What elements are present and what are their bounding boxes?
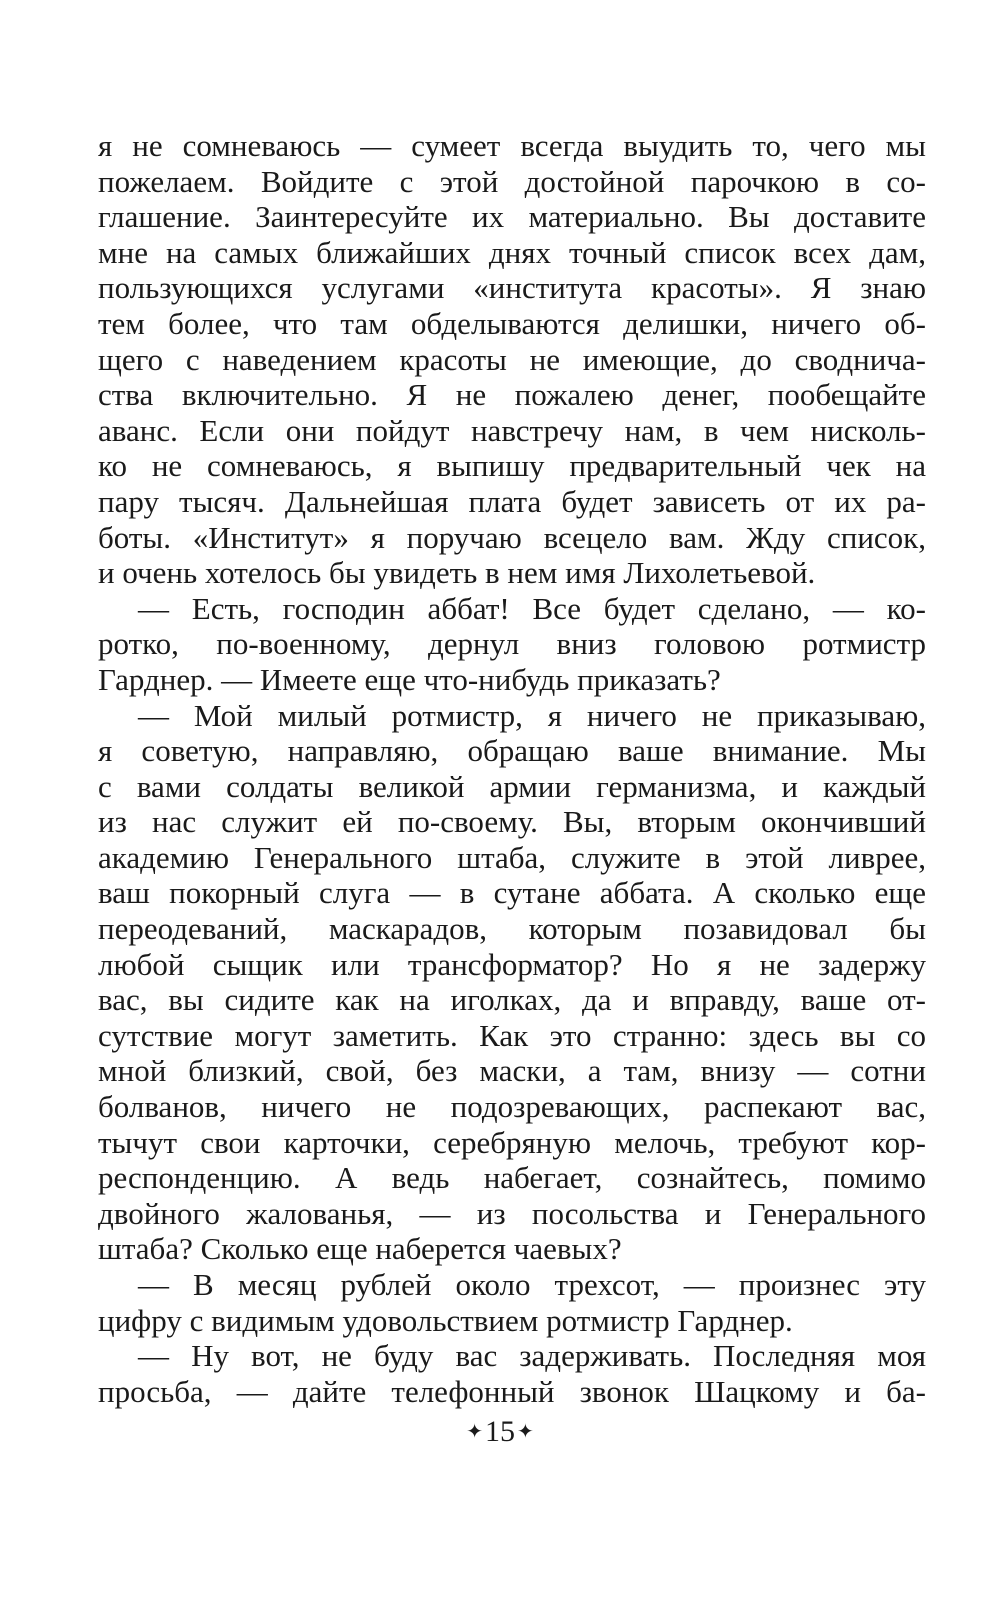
text-line: и очень хотелось бы увидеть в нем имя Лихолетьевой. xyxy=(98,555,816,591)
text-line: штаба? Сколько еще наберется чаевых? xyxy=(98,1231,622,1267)
text-line: ства включительно. Я не пожалею денег, пообещайте xyxy=(98,377,926,413)
text-line: я советую, направляю, обращаю ваше внимание. Мы xyxy=(98,733,926,769)
text-line: респонденцию. А ведь набегает, сознайтесь, помимо xyxy=(98,1160,926,1196)
page-number xyxy=(0,1412,1000,1452)
text-line: академию Генерального штаба, служите в этой ливрее, xyxy=(98,839,926,875)
text-line: аванс. Если они пойдут навстречу нам, в чем нисколь- xyxy=(98,412,926,448)
text-line: ротко, по-военному, дернул вниз головою ротмистр xyxy=(98,626,926,662)
text-line: с вами солдаты великой армии германизма, и каждый xyxy=(98,768,926,804)
text-line: щего с наведением красоты не имеющие, до своднича- xyxy=(98,341,926,377)
text-line: пару тысяч. Дальнейшая плата будет зависеть от их ра- xyxy=(98,483,926,519)
text-line: из нас служит ей по-своему. Вы, вторым окончивший xyxy=(98,804,926,840)
page-number-value: 15 xyxy=(485,1415,515,1448)
ornament-right-icon: ✦ xyxy=(517,1421,534,1443)
text-line: мне на самых ближайших днях точный список всех дам, xyxy=(98,234,926,270)
text-line: пользующихся услугами «института красоты». Я знаю xyxy=(98,270,926,306)
text-line: Гарднер. — Имеете еще что-нибудь приказать? xyxy=(98,661,721,697)
text-line: — Есть, господин аббат! Все будет сделано, — ко- xyxy=(138,590,926,626)
text-line: двойного жалованья, — из посольства и Генерального xyxy=(98,1195,926,1231)
text-line: — В месяц рублей около трехсот, — произнес эту xyxy=(138,1267,926,1302)
text-line: ко не сомневаюсь, я выпишу предварительный чек на xyxy=(98,448,926,484)
text-line: переодеваний, маскарадов, которым позавидовал бы xyxy=(98,911,926,947)
text-line: боты. «Институт» я поручаю всецело вам. Жду список, xyxy=(98,519,926,555)
text-line: мной близкий, свой, без маски, а там, внизу — сотни xyxy=(98,1053,926,1089)
text-line: цифру с видимым удовольствием ротмистр Гарднер. xyxy=(98,1302,793,1338)
page-body-text xyxy=(98,128,926,1409)
text-line: — Ну вот, не буду вас задерживать. Последняя моя xyxy=(138,1338,926,1374)
ornament-left-icon: ✦ xyxy=(466,1421,483,1443)
text-line: ваш покорный слуга — в сутане аббата. А сколько еще xyxy=(98,875,926,911)
text-line: болванов, ничего не подозревающих, распекают вас, xyxy=(98,1089,926,1125)
text-line: сутствие могут заметить. Как это странно: здесь вы со xyxy=(98,1017,926,1053)
text-line: я не сомневаюсь — сумеет всегда выудить то, чего мы xyxy=(98,128,926,163)
text-line: глашение. Заинтересуйте их материально. Вы доставите xyxy=(98,199,926,235)
text-line: просьба, — дайте телефонный звонок Шацкому и ба- xyxy=(98,1373,926,1409)
text-line: любой сыщик или трансформатор? Но я не задержу xyxy=(98,946,926,982)
text-line: тем более, что там обделываются делишки, ничего об- xyxy=(98,305,926,341)
text-line: пожелаем. Войдите с этой достойной парочкою в со- xyxy=(98,163,926,199)
text-line: тычут свои карточки, серебряную мелочь, требуют кор- xyxy=(98,1124,926,1160)
text-line: вас, вы сидите как на иголках, да и вправду, ваше от- xyxy=(98,982,926,1018)
text-line: — Мой милый ротмистр, я ничего не приказываю, xyxy=(138,697,926,733)
